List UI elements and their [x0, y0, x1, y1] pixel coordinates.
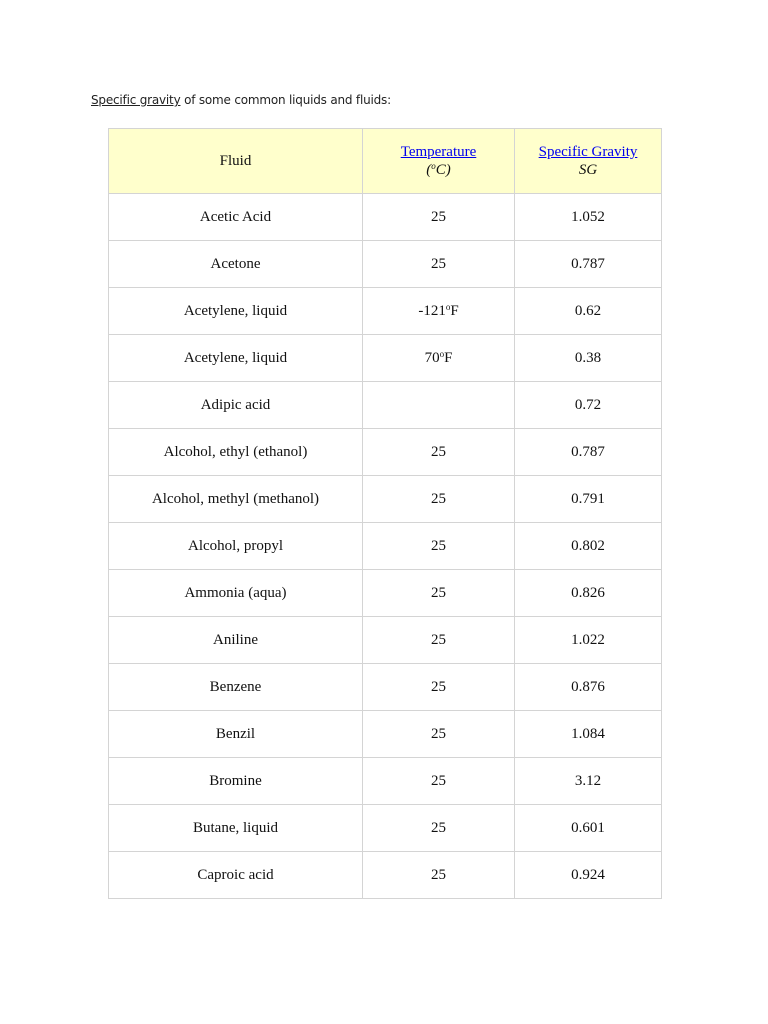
temperature-degree: o: [445, 301, 451, 312]
temperature-unit-close: C): [435, 162, 451, 178]
cell-fluid: Acetone: [109, 241, 363, 288]
cell-temperature: [363, 711, 515, 758]
cell-specific-gravity: 0.62: [515, 288, 662, 335]
temperature-degree: o: [439, 348, 445, 359]
cell-specific-gravity: 0.826: [515, 570, 662, 617]
table-row: [109, 617, 662, 664]
temperature-value: 25: [431, 255, 446, 272]
cell-temperature: [363, 476, 515, 523]
cell-temperature: [363, 194, 515, 241]
temperature-value: 25: [431, 443, 446, 460]
temperature-value: 25: [431, 631, 446, 648]
cell-specific-gravity: 0.38: [515, 335, 662, 382]
cell-specific-gravity: 0.72: [515, 382, 662, 429]
temperature-value: 25: [431, 772, 446, 789]
cell-fluid: Caproic acid: [109, 852, 363, 899]
cell-fluid: Aniline: [109, 617, 363, 664]
cell-temperature: [363, 429, 515, 476]
header-fluid-label: Fluid: [219, 153, 252, 169]
header-fluid: [109, 129, 363, 194]
table-row: [109, 382, 662, 429]
header-specific-gravity: [515, 129, 662, 194]
cell-specific-gravity: 0.924: [515, 852, 662, 899]
cell-temperature: [363, 758, 515, 805]
cell-temperature: [363, 570, 515, 617]
specific-gravity-header-link[interactable]: Specific Gravity: [538, 144, 638, 160]
temperature-unit: [426, 162, 451, 178]
cell-fluid: Acetylene, liquid: [109, 288, 363, 335]
cell-specific-gravity: 0.802: [515, 523, 662, 570]
temperature-value: -121: [418, 302, 446, 319]
table-row: [109, 429, 662, 476]
table-row: [109, 288, 662, 335]
cell-temperature: [363, 523, 515, 570]
temperature-value: 25: [431, 537, 446, 554]
table-row: [109, 852, 662, 899]
table-row: [109, 523, 662, 570]
cell-temperature: [363, 241, 515, 288]
cell-fluid: Alcohol, propyl: [109, 523, 363, 570]
cell-specific-gravity: 1.022: [515, 617, 662, 664]
temperature-unit-suffix: F: [450, 302, 459, 319]
cell-specific-gravity: 0.876: [515, 664, 662, 711]
cell-specific-gravity: 0.787: [515, 241, 662, 288]
cell-fluid: Benzil: [109, 711, 363, 758]
table-row: [109, 194, 662, 241]
cell-specific-gravity: 1.084: [515, 711, 662, 758]
temperature-value: 25: [431, 584, 446, 601]
cell-temperature: [363, 382, 515, 429]
temperature-unit-suffix: F: [444, 349, 453, 366]
cell-fluid: Butane, liquid: [109, 805, 363, 852]
cell-specific-gravity: 0.601: [515, 805, 662, 852]
cell-fluid: Acetylene, liquid: [109, 335, 363, 382]
table-row: [109, 570, 662, 617]
table-row: [109, 664, 662, 711]
cell-fluid: Adipic acid: [109, 382, 363, 429]
temperature-unit-open: (: [426, 162, 432, 178]
temperature-value: 25: [431, 866, 446, 883]
temperature-value: 25: [431, 208, 446, 225]
temperature-value: 25: [431, 725, 446, 742]
cell-specific-gravity: 1.052: [515, 194, 662, 241]
cell-temperature: [363, 805, 515, 852]
temperature-unit-degree: o: [431, 161, 436, 171]
cell-specific-gravity: 3.12: [515, 758, 662, 805]
cell-fluid: Alcohol, ethyl (ethanol): [109, 429, 363, 476]
intro-rest: of some common liquids and fluids:: [180, 93, 391, 107]
cell-temperature: [363, 664, 515, 711]
temperature-value: 70: [424, 349, 440, 366]
cell-temperature: [363, 288, 515, 335]
table-row: [109, 335, 662, 382]
table-row: [109, 711, 662, 758]
table-row: [109, 241, 662, 288]
cell-fluid: Acetic Acid: [109, 194, 363, 241]
cell-temperature: [363, 335, 515, 382]
cell-fluid: Benzene: [109, 664, 363, 711]
sg-unit: SG: [578, 162, 598, 178]
specific-gravity-link[interactable]: Specific gravity: [91, 93, 181, 107]
temperature-value: 25: [431, 819, 446, 836]
temperature-link[interactable]: Temperature: [400, 144, 477, 160]
cell-specific-gravity: 0.791: [515, 476, 662, 523]
temperature-value: 25: [431, 490, 446, 507]
intro-text: [91, 93, 391, 107]
cell-fluid: Alcohol, methyl (methanol): [109, 476, 363, 523]
cell-fluid: Ammonia (aqua): [109, 570, 363, 617]
table-row: [109, 758, 662, 805]
table-body: [109, 194, 662, 899]
table-row: [109, 805, 662, 852]
temperature-value: 25: [431, 678, 446, 695]
cell-temperature: [363, 617, 515, 664]
header-temperature: [363, 129, 515, 194]
cell-temperature: [363, 852, 515, 899]
cell-fluid: Bromine: [109, 758, 363, 805]
table-row: [109, 476, 662, 523]
specific-gravity-table: [108, 128, 662, 899]
cell-specific-gravity: 0.787: [515, 429, 662, 476]
header-row: [109, 129, 662, 194]
